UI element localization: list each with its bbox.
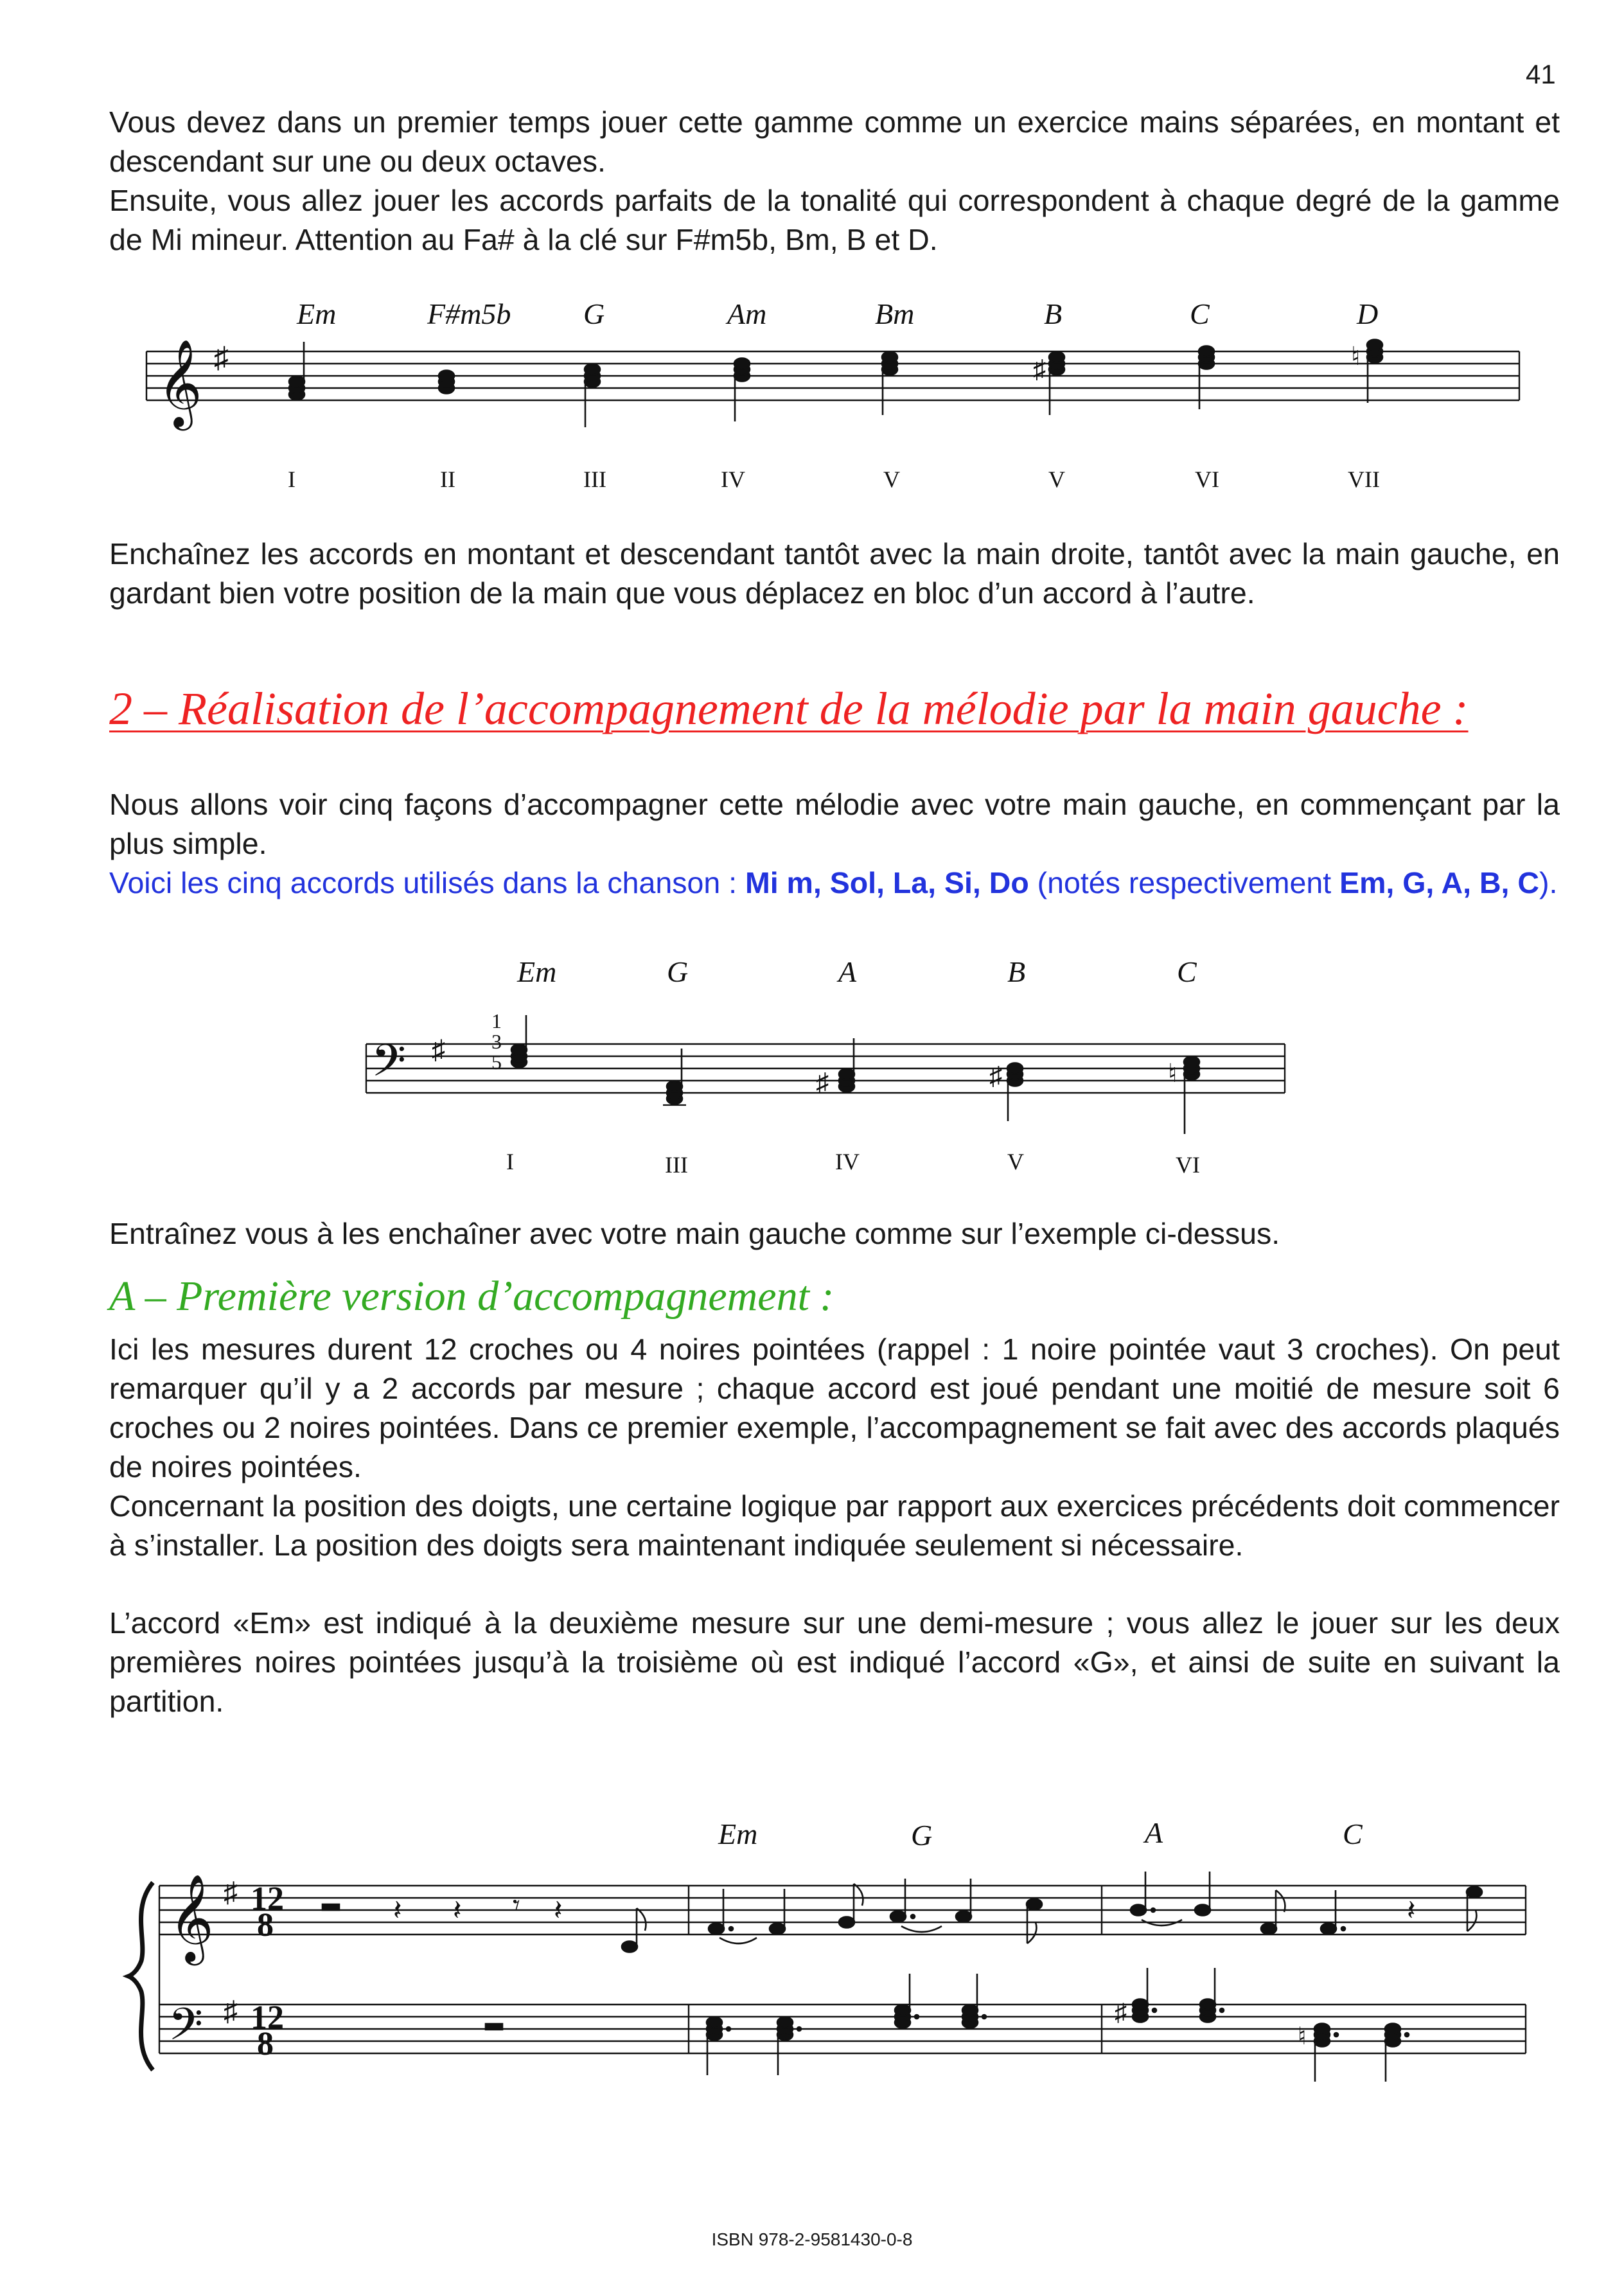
chord-name <box>1143 1816 1163 1849</box>
degree-label <box>1195 466 1219 492</box>
chord-name <box>725 297 766 330</box>
note <box>1467 1887 1482 1932</box>
section2-intro: Nous allons voir cinq façons d’accompagner cette mélodie avec votre main gauche, en commençant par la plus simple. <box>109 788 1560 860</box>
grand-staff-score <box>0 1812 1624 2094</box>
svg-text:V: V <box>1007 1149 1024 1174</box>
svg-text:Em: Em <box>718 1818 758 1850</box>
chord-notes <box>1007 1063 1023 1122</box>
note <box>709 1889 733 1934</box>
svg-text:B: B <box>1044 297 1063 330</box>
note <box>1195 1872 1210 1916</box>
intro-line-2: Ensuite, vous allez jouer les accords parfaits de la tonalité qui correspondent à chaque degré de la gamme de Mi mineur. Attention au Fa# à la clé sur F#m5b, Bm, B et D. <box>109 184 1560 256</box>
chord-name <box>1044 297 1062 330</box>
chord-name <box>296 297 336 330</box>
treble-clef-icon: 𝄞 <box>157 341 202 425</box>
chord-notes <box>1049 352 1064 416</box>
chord-name <box>1343 1818 1363 1850</box>
svg-text:B: B <box>1007 955 1026 988</box>
chord-symbols: Em, G, A, B, C <box>1339 866 1539 899</box>
tie <box>901 1926 942 1932</box>
svg-text:G: G <box>583 297 605 330</box>
natural-accidental-icon: ♮ <box>1168 1059 1178 1088</box>
chord-name <box>583 297 605 330</box>
chord-notes <box>1367 340 1382 403</box>
degree-label <box>288 466 296 492</box>
degree-label <box>835 1149 860 1174</box>
svg-text:I: I <box>506 1149 514 1174</box>
note <box>1321 1890 1345 1934</box>
svg-text:IV: IV <box>721 466 745 492</box>
quarter-rest-icon: 𝄽 <box>393 1895 402 1926</box>
chord-name <box>1356 297 1378 330</box>
svg-text:G: G <box>911 1819 933 1852</box>
svg-text:A: A <box>838 955 857 988</box>
chord-notes <box>511 1015 527 1068</box>
bass-chord <box>707 2017 730 2076</box>
note <box>622 1908 646 1952</box>
chord-notes <box>882 352 897 416</box>
chord-name <box>836 955 857 988</box>
chord-notes <box>439 371 454 394</box>
svg-text:C: C <box>1343 1818 1363 1850</box>
sharp-accidental-icon: ♯ <box>1115 1999 1127 2026</box>
svg-text:Em: Em <box>297 297 337 330</box>
chord-name <box>1007 955 1025 988</box>
sharp-accidental-icon: ♯ <box>816 1068 829 1097</box>
degree-label <box>665 1152 688 1178</box>
time-signature <box>251 1881 284 2062</box>
chord-name <box>718 1818 757 1850</box>
degree-label <box>721 466 745 492</box>
svg-text:5: 5 <box>491 1050 502 1074</box>
svg-text:Bm: Bm <box>875 297 915 330</box>
chain-paragraph: Enchaînez les accords en montant et descendant tantôt avec la main droite, tantôt avec la main gauche, en gardant bien votre position de la main que vous déplacez en bloc d’un accord à l’autre. <box>109 537 1560 610</box>
svg-text:F#m5b: F#m5b <box>427 297 511 330</box>
bass-chord <box>1314 2024 1338 2082</box>
bass-chord <box>895 1974 919 2028</box>
chord-names: Mi m, Sol, La, Si, Do <box>745 866 1029 899</box>
intro-paragraph <box>109 103 1560 260</box>
natural-accidental-icon: ♮ <box>1351 342 1361 371</box>
sectionA-p1: Ici les mesures durent 12 croches ou 4 noires pointées (rappel : 1 noire pointée vaut 3 croches). On peut remarquer qu’il y a 2 accords par mesure ; chaque accord est joué pendant une moitié de mesure soit 6 croches ou 2 noires pointées. Dans ce premier exemple, l’accompagnement se fait avec des accords plaqués de noires pointées. <box>109 1332 1560 1483</box>
key-sharp-icon: ♯ <box>432 1036 445 1065</box>
degree-label <box>506 1149 514 1174</box>
page-number: 41 <box>1526 59 1556 89</box>
bass-clef-icon: 𝄢 <box>168 2001 204 2060</box>
chord-notes <box>1184 1057 1199 1135</box>
chord-notes <box>734 359 750 422</box>
svg-text:8: 8 <box>257 2026 274 2062</box>
degree-label <box>1048 466 1065 492</box>
chord-name <box>1190 297 1210 330</box>
bass-clef-icon: 𝄢 <box>371 1037 407 1097</box>
train-paragraph: Entraînez vous à les enchaîner avec votre main gauche comme sur l’exemple ci-dessus. <box>109 1217 1280 1250</box>
svg-text:III: III <box>583 466 606 492</box>
sectionA-paragraph-1 <box>109 1330 1560 1565</box>
svg-text:3: 3 <box>491 1030 502 1053</box>
degree-label <box>583 466 606 492</box>
subsection-heading: A – Première version d’accompagnement : <box>109 1273 834 1320</box>
chord-name <box>911 1819 932 1852</box>
quarter-rest-icon: 𝄽 <box>453 1895 462 1926</box>
section-heading: 2 – Réalisation de l’accompagnement de la mélodie par la main gauche : <box>109 683 1469 734</box>
svg-text:G: G <box>667 955 689 988</box>
whole-rest <box>486 2024 502 2030</box>
chord-name <box>427 297 511 330</box>
chord-name <box>875 297 914 330</box>
svg-text:8: 8 <box>257 1907 274 1943</box>
degree-chords-staff <box>0 283 1624 514</box>
note <box>770 1889 785 1934</box>
svg-text:1: 1 <box>491 1009 502 1032</box>
degree-label <box>1007 1149 1024 1174</box>
quarter-rest-icon: 𝄽 <box>554 1895 563 1926</box>
key-sharp-icon: ♯ <box>214 341 229 374</box>
svg-text:D: D <box>1357 297 1379 330</box>
section2-paragraph <box>109 785 1560 903</box>
note <box>1261 1890 1285 1934</box>
svg-text:12: 12 <box>251 1999 284 2036</box>
svg-text:V: V <box>1048 466 1065 492</box>
bass-chord <box>1133 1968 1156 2023</box>
note <box>1027 1899 1042 1944</box>
bass-chord <box>1200 1968 1224 2023</box>
chord-name <box>1177 955 1197 988</box>
svg-text:VI: VI <box>1195 466 1219 492</box>
svg-text:IV: IV <box>835 1149 860 1174</box>
chord-notes <box>839 1038 854 1092</box>
bass-chord <box>1385 2024 1409 2082</box>
tie <box>719 1938 757 1943</box>
sharp-accidental-icon: ♯ <box>989 1061 1002 1090</box>
fingering <box>491 1009 502 1074</box>
degree-label <box>1176 1152 1200 1178</box>
svg-text:VII: VII <box>1348 466 1380 492</box>
sectionA-p2: Concernant la position des doigts, une certaine logique par rapport aux exercices précédents doit commencer à s’installer. La position des doigts sera maintenant indiquée seulement si nécessaire. <box>109 1489 1560 1562</box>
svg-text:II: II <box>440 466 455 492</box>
note <box>839 1884 863 1928</box>
svg-text:A: A <box>1145 1816 1163 1849</box>
brace-icon <box>128 1882 153 2070</box>
svg-text:V: V <box>883 466 900 492</box>
degree-label <box>1348 466 1380 492</box>
svg-text:I: I <box>288 466 296 492</box>
bass-chord <box>962 1974 986 2028</box>
svg-text:Em: Em <box>517 955 557 988</box>
svg-text:VI: VI <box>1176 1152 1200 1178</box>
intro-line-1: Vous devez dans un premier temps jouer cette gamme comme un exercice mains séparées, en montant et descendant sur une ou deux octaves. <box>109 105 1560 178</box>
key-sharp-icon: ♯ <box>224 1877 238 1908</box>
chord-name <box>516 955 556 988</box>
degree-label <box>440 466 455 492</box>
natural-accidental-icon: ♮ <box>1298 2023 1307 2050</box>
chord-notes <box>289 342 304 400</box>
degree-label <box>883 466 900 492</box>
svg-text:C: C <box>1177 955 1197 988</box>
svg-text:12: 12 <box>251 1881 284 1917</box>
sharp-accidental-icon: ♯ <box>1033 355 1046 384</box>
sectionA-paragraph-2: L’accord «Em» est indiqué à la deuxième mesure sur une demi-mesure ; vous allez le jouer sur les deux premières noires pointées jusqu’à la troisième où est indiqué l’accord «G», et ainsi de suite en suivant la partition. <box>109 1606 1560 1718</box>
quarter-rest-icon: 𝄽 <box>1407 1895 1416 1926</box>
isbn: ISBN 978-2-9581430-0-8 <box>711 2229 913 2249</box>
bass-chord <box>777 2017 801 2076</box>
chord-notes <box>585 364 600 428</box>
note <box>1131 1872 1155 1916</box>
half-rest <box>322 1904 339 1910</box>
chords-line: Voici les cinq accords utilisés dans la chanson : Mi m, Sol, La, Si, Do (notés respectivement Em, G, A, B, C). <box>109 866 1558 899</box>
treble-clef-icon: 𝄞 <box>169 1876 214 1960</box>
song-chords-staff <box>0 944 1624 1189</box>
eighth-rest-icon: 𝄾 <box>513 1890 520 1921</box>
key-sharp-icon: ♯ <box>224 1996 238 2027</box>
svg-text:C: C <box>1190 297 1210 330</box>
chord-name <box>667 955 688 988</box>
svg-text:III: III <box>665 1152 688 1178</box>
svg-text:Am: Am <box>727 297 767 330</box>
